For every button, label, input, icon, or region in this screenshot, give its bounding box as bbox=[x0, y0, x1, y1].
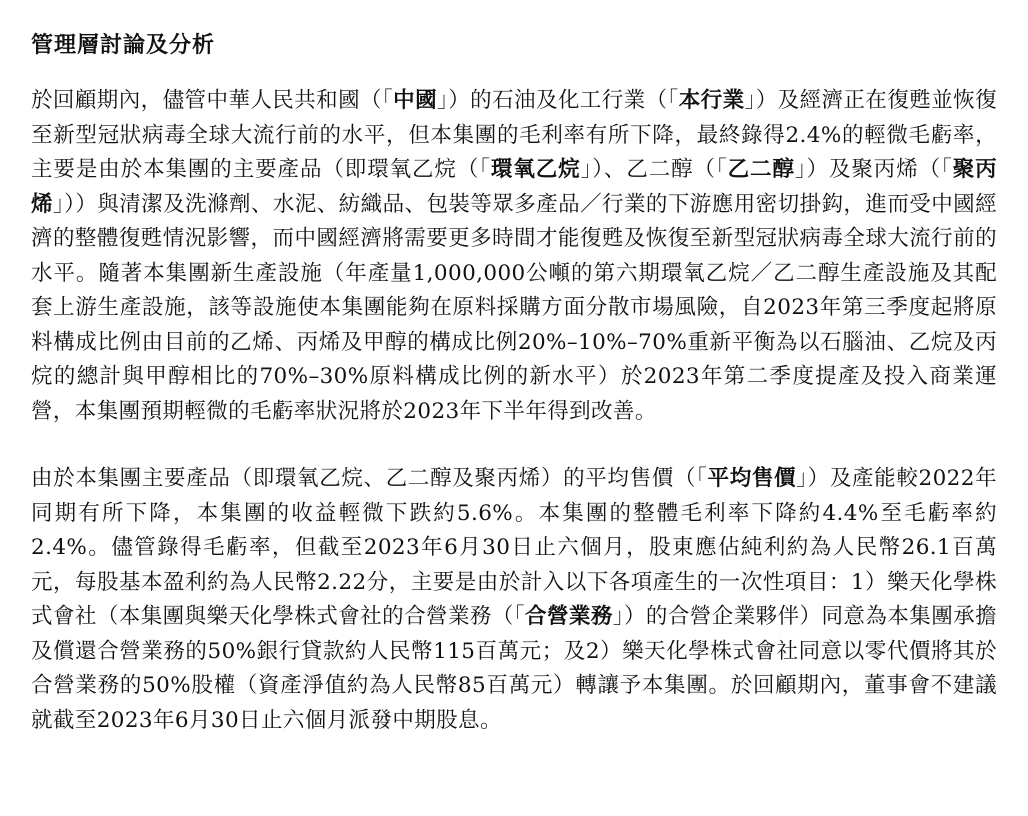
paragraph-segment: 」）及產能較2022年同期有所下降，本集團的收益輕微下跌約5.6%。本集團的整體毛利率下降約4.4%至毛虧率約2.4%。儘管錄得毛虧率，但截至2023年6月30日止六個月，股東應佔純利約為人民幣26.1百萬元，每股基本盈利約為人民幣2.22分，主要是由於計入以下各項產生的一次性項目：1）樂天化學株式會社（本集團與樂天化學株式會社的合營業務（「 bbox=[31, 466, 997, 629]
defined-term: 中國 bbox=[393, 88, 438, 113]
paragraph-segment: 」）的合營企業夥伴）同意為本集團承擔及償還合營業務的50%銀行貸款約人民幣115百萬元；及2）樂天化學株式會社同意以零代價將其於合營業務的50%股權（資產淨值約為人民幣85百萬元）轉讓予本集團。於回顧期內，董事會不建議就截至2023年6月30日止六個月派發中期股息。 bbox=[31, 604, 997, 733]
paragraph-segment: 」）的石油及化工行業（「 bbox=[437, 88, 679, 113]
paragraph-segment: 」）、乙二醇（「 bbox=[580, 157, 728, 182]
defined-term: 本行業 bbox=[678, 88, 745, 113]
defined-term: 環氧乙烷 bbox=[490, 157, 581, 182]
document-page bbox=[31, 28, 997, 738]
paragraph-1 bbox=[31, 84, 997, 429]
paragraph-segment: 」）及聚丙烯（「 bbox=[794, 157, 953, 182]
paragraph-segment: 」）及經濟正在復甦並恢復至新型冠狀病毒全球大流行前的水平，但本集團的毛利率有所下降，最終錄得2.4%的輕微毛虧率，主要是由於本集團的主要產品（即環氧乙烷（「 bbox=[31, 88, 997, 182]
paragraph-segment: 由於本集團主要產品（即環氧乙烷、乙二醇及聚丙烯）的平均售價（「 bbox=[31, 466, 708, 491]
paragraph-segment: 於回顧期內，儘管中華人民共和國（「 bbox=[31, 88, 394, 113]
defined-term: 合營業務 bbox=[525, 604, 613, 629]
paragraph-segment: 」））與清潔及洗滌劑、水泥、紡織品、包裝等眾多產品／行業的下游應用密切掛鈎，進而受中國經濟的整體復甦情況影響，而中國經濟將需要更多時間才能復甦及恢復至新型冠狀病毒全球大流行前的水平。隨著本集團新生產設施（年產量1,000,000公噸的第六期環氧乙烷／乙二醇生產設施及其配套上游生產設施，該等設施使本集團能夠在原料採購方面分散市場風險，自2023年第三季度起將原料構成比例由目前的乙烯、丙烯及甲醇的構成比例20%–10%–70%重新平衡為以石腦油、乙烷及丙烷的總計與甲醇相比的70%–30%原料構成比例的新水平）於2023年第二季度提產及投入商業運營，本集團預期輕微的毛虧率狀況將於2023年下半年得到改善。 bbox=[31, 191, 997, 424]
defined-term: 平均售價 bbox=[707, 466, 797, 491]
defined-term: 乙二醇 bbox=[727, 157, 795, 182]
defined-term: 聚丙烯 bbox=[31, 157, 998, 217]
section-heading: 管理層討論及分析 bbox=[31, 32, 216, 58]
paragraph-2 bbox=[31, 462, 997, 738]
